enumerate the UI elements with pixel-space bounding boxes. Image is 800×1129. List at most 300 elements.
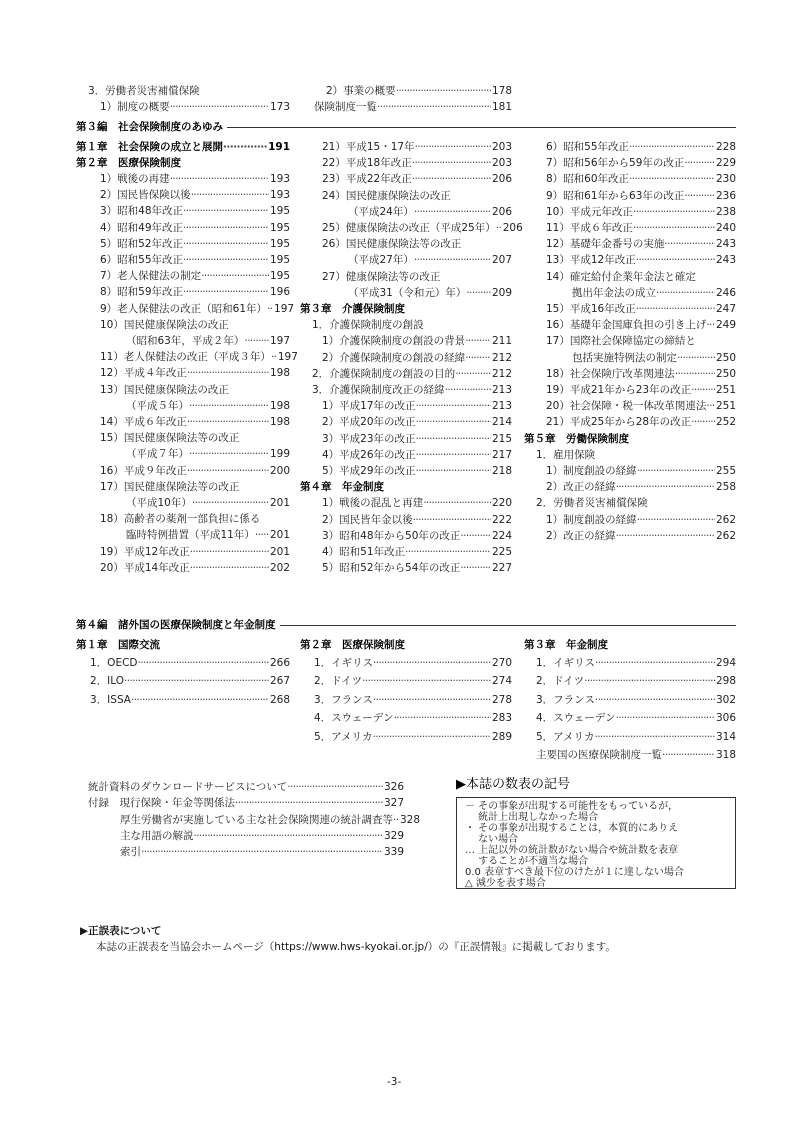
toc-entry[interactable] xyxy=(322,513,512,527)
toc-entry[interactable] xyxy=(126,399,290,413)
toc-entry[interactable] xyxy=(546,399,736,413)
toc-entry[interactable] xyxy=(314,674,512,688)
toc-entry-label: 5．アメリカ xyxy=(314,730,373,743)
toc-entry-label: 26）国民健康保険法等の改正 xyxy=(322,238,462,251)
toc-entry[interactable] xyxy=(100,285,290,299)
toc-entry[interactable] xyxy=(322,156,512,170)
toc-entry-page: 195 xyxy=(269,254,290,266)
dot-leader xyxy=(187,464,269,478)
dot-leader xyxy=(423,496,491,510)
toc-entry[interactable] xyxy=(536,748,736,762)
toc-entry-label: 2）国民皆保険以後 xyxy=(100,189,191,202)
toc-entry[interactable] xyxy=(100,100,290,114)
toc-entry[interactable] xyxy=(322,221,523,235)
dot-leader xyxy=(633,221,715,235)
toc-entry[interactable] xyxy=(100,415,290,429)
toc-entry[interactable] xyxy=(126,528,290,542)
toc-entry-page: 236 xyxy=(715,189,736,202)
dot-leader xyxy=(416,399,491,413)
toc-entry[interactable] xyxy=(546,367,736,381)
toc-entry-label: 11）平成６年改正 xyxy=(546,222,633,234)
dot-leader xyxy=(629,172,715,186)
toc-entry-label: 5）昭和52年から54年の改正 xyxy=(322,562,461,575)
toc-entry-page: 212 xyxy=(491,367,512,380)
toc-entry[interactable] xyxy=(546,302,736,316)
dot-leader xyxy=(412,156,491,170)
toc-entry[interactable] xyxy=(546,253,736,267)
toc-entry[interactable] xyxy=(536,674,736,688)
toc-entry-label: 4．スウェーデン xyxy=(314,712,394,725)
toc-entry[interactable] xyxy=(546,172,736,186)
toc-entry[interactable] xyxy=(326,84,512,98)
toc-entry-label: 15）国民健康保険法等の改正 xyxy=(100,432,240,445)
toc-entry-page: 213 xyxy=(491,400,512,413)
toc-entry[interactable] xyxy=(120,829,404,843)
toc-entry-label: 2）改正の経緯 xyxy=(546,529,616,542)
toc-entry[interactable] xyxy=(546,383,736,397)
dot-leader xyxy=(675,367,715,381)
toc-entry-page: 198 xyxy=(269,367,290,380)
toc-entry[interactable] xyxy=(546,221,736,235)
toc-entry-label: 1）戦後の再建 xyxy=(100,173,170,185)
toc-entry-page: 214 xyxy=(491,416,512,429)
toc-entry[interactable] xyxy=(322,561,512,575)
legend-row: 統計上出現しなかった場合 xyxy=(465,812,599,823)
toc-entry-label: 1．雇用保険 xyxy=(536,448,596,461)
toc-entry-label: 9）昭和61年から63年の改正 xyxy=(546,189,685,202)
dot-leader xyxy=(684,156,715,170)
toc-entry-page: 217 xyxy=(491,448,512,461)
toc-entry-label: 18）高齢者の薬剤一部負担に係る xyxy=(100,513,261,526)
heading-rule xyxy=(227,127,736,128)
toc-entry-page: 191 xyxy=(268,141,290,153)
toc-entry-page: 268 xyxy=(269,693,290,706)
toc-entry[interactable] xyxy=(322,464,512,478)
dot-leader xyxy=(189,399,269,413)
toc-entry-label: 21）平成15・17年 xyxy=(322,141,415,153)
dot-leader xyxy=(616,711,715,725)
toc-entry[interactable] xyxy=(100,512,290,526)
toc-entry[interactable] xyxy=(100,366,290,380)
toc-entry[interactable] xyxy=(120,813,421,827)
toc-entry-label: 20）平成14年改正 xyxy=(100,561,190,574)
toc-entry[interactable] xyxy=(100,383,290,397)
part-title: 第４編 諸外国の医療保険制度と年金制度 xyxy=(76,619,276,631)
toc-entry-page: 283 xyxy=(491,712,512,725)
dot-leader xyxy=(677,351,715,365)
toc-entry-label: 22）平成18年改正 xyxy=(322,157,412,170)
toc-entry[interactable] xyxy=(546,270,736,284)
dot-leader xyxy=(415,140,491,154)
dot-leader xyxy=(183,204,269,218)
toc-entry-label: 16）平成９年改正 xyxy=(100,464,187,477)
toc-entry-page: 274 xyxy=(491,675,512,688)
toc-entry[interactable] xyxy=(322,351,512,365)
toc-entry[interactable] xyxy=(90,693,290,707)
dot-leader xyxy=(636,302,715,316)
toc-entry[interactable] xyxy=(100,221,290,235)
dot-leader xyxy=(416,448,491,462)
toc-entry[interactable] xyxy=(314,693,512,707)
toc-entry-page: 329 xyxy=(383,829,404,842)
dot-leader xyxy=(183,237,269,251)
toc-entry-label: 1）戦後の混乱と再建 xyxy=(322,497,424,510)
dot-leader xyxy=(629,140,715,154)
toc-entry-label: 10）平成元年改正 xyxy=(546,205,633,218)
dot-leader xyxy=(373,656,491,670)
toc-entry-label: 3）昭和48年改正 xyxy=(100,205,184,218)
dot-leader xyxy=(255,528,269,542)
toc-entry[interactable] xyxy=(348,205,512,219)
toc-entry-label: 19）平成12年改正 xyxy=(100,545,190,558)
dot-leader xyxy=(584,674,715,688)
toc-entry-label: 1）介護保険制度の創設の背景 xyxy=(322,335,466,348)
toc-entry[interactable] xyxy=(100,464,290,478)
toc-entry[interactable] xyxy=(120,845,404,859)
toc-entry-page: 212 xyxy=(491,351,512,364)
dot-leader xyxy=(465,351,491,365)
toc-entry-label: 主な用語の解説 xyxy=(120,829,194,842)
toc-entry-page: 249 xyxy=(715,319,736,332)
dot-leader xyxy=(405,545,491,559)
toc-entry[interactable] xyxy=(76,140,290,154)
toc-entry[interactable] xyxy=(100,188,290,202)
toc-entry-page: 203 xyxy=(491,157,512,170)
toc-entry[interactable] xyxy=(322,448,512,462)
toc-entry[interactable] xyxy=(314,656,512,670)
toc-entry-page: 222 xyxy=(491,513,512,526)
toc-entry-label: 11）老人保健法の改正（平成３年） xyxy=(100,351,271,364)
toc-entry-page: 218 xyxy=(491,465,512,477)
toc-entry[interactable] xyxy=(536,656,736,670)
toc-entry-label: 2．ILO xyxy=(90,675,125,688)
toc-entry-page: 230 xyxy=(715,173,736,186)
toc-entry-page: 267 xyxy=(269,675,290,688)
dot-leader xyxy=(287,780,383,794)
toc-entry[interactable] xyxy=(546,237,736,251)
dot-leader xyxy=(190,561,269,575)
toc-entry[interactable] xyxy=(322,172,512,186)
toc-entry[interactable] xyxy=(322,189,512,203)
toc-entry[interactable] xyxy=(546,480,736,494)
toc-entry[interactable] xyxy=(536,693,736,707)
toc-entry-page: 207 xyxy=(491,254,512,267)
toc-entry-label: 5．アメリカ xyxy=(536,730,595,743)
toc-entry-page: 199 xyxy=(269,448,290,461)
dot-leader xyxy=(244,334,269,348)
toc-entry-page: 250 xyxy=(715,367,736,380)
toc-entry[interactable] xyxy=(322,496,512,510)
toc-entry[interactable] xyxy=(100,431,290,445)
toc-entry-label: 3．フランス xyxy=(314,693,373,706)
dot-leader xyxy=(465,334,491,348)
toc-entry-page: 178 xyxy=(491,85,512,97)
toc-entry-page: 198 xyxy=(269,399,290,412)
toc-entry[interactable] xyxy=(322,399,512,413)
dot-leader xyxy=(656,286,715,300)
legend-row: △ 減少を表す場合 xyxy=(465,878,546,889)
toc-entry[interactable] xyxy=(348,253,512,267)
toc-entry-page: 243 xyxy=(715,238,736,251)
toc-entry-page: 197 xyxy=(277,351,298,364)
toc-entry[interactable] xyxy=(536,496,736,510)
toc-entry[interactable] xyxy=(100,561,290,575)
toc-entry-page: 298 xyxy=(715,675,736,688)
toc-entry-label: （平成７年） xyxy=(126,448,189,461)
toc-entry-label: 19）平成21年から23年の改正 xyxy=(546,384,692,396)
toc-entry-label: 保険制度一覧 xyxy=(314,101,377,113)
toc-entry-label: 17）国際社会保障協定の締結と xyxy=(546,335,696,348)
toc-entry-label: 4）昭和51年改正 xyxy=(322,546,406,558)
dot-leader xyxy=(187,366,269,380)
dot-leader xyxy=(235,796,383,810)
toc-entry[interactable] xyxy=(100,480,290,494)
toc-entry-label: 18）社会保険庁改革関連法 xyxy=(546,367,675,380)
dot-leader xyxy=(194,829,383,843)
toc-entry-page: 262 xyxy=(715,513,736,526)
toc-entry-page: 181 xyxy=(491,101,512,113)
toc-entry[interactable] xyxy=(88,796,404,810)
toc-entry[interactable] xyxy=(312,318,512,332)
toc-entry-label: 10）国民健康保険法の改正 xyxy=(100,318,229,331)
toc-entry-label: 3．フランス xyxy=(536,693,595,706)
part-heading xyxy=(76,120,736,134)
toc-entry-label: 24）国民健康保険法の改正 xyxy=(322,189,451,202)
toc-entry[interactable] xyxy=(322,334,512,348)
toc-entry[interactable] xyxy=(536,730,736,744)
toc-entry-label: 2．介護保険制度の創設の目的 xyxy=(312,367,456,380)
toc-entry[interactable] xyxy=(100,350,298,364)
dot-leader xyxy=(373,693,491,707)
toc-entry-label: 拠出年金法の成立 xyxy=(572,286,656,299)
toc-entry[interactable] xyxy=(546,140,736,154)
toc-entry-label: 4）昭和49年改正 xyxy=(100,221,184,234)
dot-leader xyxy=(460,529,491,543)
toc-entry-label: 5）昭和52年改正 xyxy=(100,237,184,250)
toc-entry-page: 195 xyxy=(269,221,290,234)
dot-leader xyxy=(377,100,491,114)
toc-entry-page: 227 xyxy=(491,562,512,575)
dot-leader xyxy=(124,674,269,688)
toc-entry[interactable] xyxy=(322,140,512,154)
dot-leader xyxy=(664,237,715,251)
toc-entry[interactable] xyxy=(322,529,512,543)
toc-entry-page: 206 xyxy=(502,222,523,234)
errata-title: ▶正誤表について xyxy=(80,925,162,937)
dot-leader xyxy=(460,561,491,575)
toc-entry-page: 247 xyxy=(715,303,736,315)
toc-entry-label: 12）平成４年改正 xyxy=(100,367,187,380)
toc-entry[interactable] xyxy=(312,383,512,397)
toc-entry-label: 索引 xyxy=(120,846,141,859)
toc-entry-label: 統計資料のダウンロードサービスについて xyxy=(88,781,288,793)
toc-entry-page: 302 xyxy=(715,693,736,706)
toc-entry-page: 339 xyxy=(383,846,404,859)
toc-entry-page: 202 xyxy=(269,561,290,574)
dot-leader xyxy=(190,545,269,559)
toc-entry-label: 4．スウェーデン xyxy=(536,712,616,725)
toc-entry-page: 224 xyxy=(491,529,512,542)
toc-entry[interactable] xyxy=(536,448,736,462)
toc-entry-page: 326 xyxy=(383,781,404,793)
toc-entry-page: 213 xyxy=(491,384,512,396)
toc-entry-label: 6）昭和55年改正 xyxy=(100,254,184,266)
toc-entry-page: 193 xyxy=(269,173,290,185)
toc-entry-label: 23）平成22年改正 xyxy=(322,173,412,186)
toc-entry-label: 2）介護保険制度の創設の経緯 xyxy=(322,351,466,364)
toc-entry[interactable] xyxy=(322,415,512,429)
toc-entry-page: 327 xyxy=(383,797,404,810)
toc-entry-page: 197 xyxy=(269,335,290,347)
toc-entry[interactable] xyxy=(314,711,512,725)
toc-entry[interactable] xyxy=(100,253,290,267)
toc-entry-label: 9）老人保健法の改正（昭和61年） xyxy=(100,302,268,315)
toc-entry-label: 7）昭和56年から59年の改正 xyxy=(546,157,685,170)
toc-entry-label: 包括実施特例法の制定 xyxy=(572,351,677,364)
toc-entry-page: 328 xyxy=(400,813,421,826)
toc-entry-page: 255 xyxy=(715,465,736,477)
toc-entry[interactable] xyxy=(100,172,290,186)
dot-leader xyxy=(706,318,715,332)
toc-entry[interactable] xyxy=(90,674,290,688)
dot-leader xyxy=(170,100,269,114)
toc-entry-page: 195 xyxy=(269,205,290,218)
toc-entry-page: 289 xyxy=(491,730,512,743)
toc-entry[interactable] xyxy=(322,270,512,284)
toc-entry[interactable] xyxy=(546,464,736,478)
toc-entry[interactable] xyxy=(100,545,290,559)
toc-entry-label: 1）平成17年の改正 xyxy=(322,400,416,413)
toc-entry-page: 195 xyxy=(269,270,290,283)
toc-entry[interactable] xyxy=(100,269,290,283)
toc-entry-label: 2．ドイツ xyxy=(536,675,585,688)
toc-entry-label: 14）平成６年改正 xyxy=(100,416,187,428)
toc-entry[interactable] xyxy=(546,415,736,429)
toc-entry-label: 付録 現行保険・年金等関係法 xyxy=(88,797,235,810)
section-heading-workers-comp: 3．労働者災害補償保険 xyxy=(88,85,200,97)
dot-leader xyxy=(637,513,715,527)
dot-leader xyxy=(396,84,491,98)
toc-entry-page: 201 xyxy=(269,545,290,558)
chapter-title: 第３章 年金制度 xyxy=(524,639,608,651)
toc-entry[interactable] xyxy=(100,237,290,251)
dot-leader xyxy=(691,415,715,429)
toc-entry[interactable] xyxy=(546,529,736,543)
toc-entry-label: （平成27年） xyxy=(348,254,414,267)
legend-row: ない場合 xyxy=(465,834,519,845)
toc-entry-label: 13）平成12年改正 xyxy=(546,254,636,267)
toc-entry[interactable] xyxy=(546,156,736,170)
toc-entry-label: 1．OECD xyxy=(90,657,138,669)
toc-entry-label: 14）確定給付企業年金法と確定 xyxy=(546,270,696,283)
chapter-title: 第１章 国際交流 xyxy=(76,639,160,651)
dot-leader xyxy=(131,693,269,707)
toc-entry-label: 4）平成26年の改正 xyxy=(322,448,416,461)
toc-entry[interactable] xyxy=(546,189,736,203)
toc-entry-page: 193 xyxy=(269,189,290,202)
toc-entry[interactable] xyxy=(348,286,512,300)
toc-entry-label: 3．ISSA xyxy=(90,693,131,706)
toc-entry-page: 240 xyxy=(715,222,736,234)
toc-entry-page: 173 xyxy=(269,101,290,113)
toc-entry[interactable] xyxy=(572,286,736,300)
toc-entry-label: 13）国民健康保険法の改正 xyxy=(100,383,229,396)
dot-leader xyxy=(183,285,269,299)
toc-entry-label: 2．ドイツ xyxy=(314,675,363,688)
dot-leader xyxy=(416,432,491,446)
toc-entry[interactable] xyxy=(546,205,736,219)
toc-entry[interactable] xyxy=(322,545,512,559)
toc-entry-label: 第１章 社会保険の成立と展開 xyxy=(76,141,223,153)
toc-entry[interactable] xyxy=(322,237,512,251)
toc-entry-label: 25）健康保険法の改正（平成25年） xyxy=(322,222,496,234)
toc-entry-page: 215 xyxy=(491,432,512,445)
toc-entry-page: 318 xyxy=(715,749,736,761)
legend-row: … 上記以外の統計数がない場合や統計数を表章 xyxy=(465,845,679,856)
dot-leader xyxy=(706,399,715,413)
toc-entry[interactable] xyxy=(126,447,290,461)
toc-entry[interactable] xyxy=(546,318,736,332)
dot-leader xyxy=(594,730,715,744)
toc-entry[interactable] xyxy=(88,780,404,794)
toc-entry-label: 17）国民健康保険法等の改正 xyxy=(100,480,240,493)
toc-entry[interactable] xyxy=(322,432,512,446)
toc-entry-page: 246 xyxy=(715,286,736,299)
toc-entry[interactable] xyxy=(312,367,512,381)
toc-entry-label: 21）平成25年から28年の改正 xyxy=(546,416,692,429)
dot-leader xyxy=(445,383,491,397)
toc-entry[interactable] xyxy=(126,334,290,348)
dot-leader xyxy=(455,367,491,381)
toc-entry-label: 20）社会保障・税一体改革関連法 xyxy=(546,400,707,413)
dot-leader xyxy=(684,189,715,203)
toc-entry-page: 251 xyxy=(715,384,736,396)
dot-leader xyxy=(138,656,269,670)
toc-entry-label: 厚生労働省が実施している主な社会保険関連の統計調査等 xyxy=(120,813,393,826)
toc-entry[interactable] xyxy=(100,318,290,332)
toc-entry-label: 1）制度創設の経緯 xyxy=(546,465,637,477)
toc-entry-page: 211 xyxy=(491,335,512,348)
toc-entry[interactable] xyxy=(572,351,736,365)
toc-entry-label: 2）国民皆年金以後 xyxy=(322,513,413,526)
toc-entry-label: 15）平成16年改正 xyxy=(546,303,636,315)
toc-entry-page: 243 xyxy=(715,254,736,267)
toc-entry-label: 1）制度の概要 xyxy=(100,101,170,113)
toc-entry-label: 2）改正の経緯 xyxy=(546,481,616,494)
toc-entry-page: 252 xyxy=(715,416,736,429)
toc-entry[interactable] xyxy=(546,334,736,348)
toc-entry[interactable] xyxy=(126,496,290,510)
toc-entry-page: 195 xyxy=(269,237,290,250)
toc-entry[interactable] xyxy=(314,730,512,744)
toc-entry[interactable] xyxy=(536,711,736,725)
dot-leader xyxy=(616,529,715,543)
toc-entry[interactable] xyxy=(100,204,290,218)
heading-rule xyxy=(280,625,737,626)
toc-entry[interactable] xyxy=(90,656,290,670)
toc-entry-label: 2．労働者災害補償保険 xyxy=(536,497,648,510)
dot-leader xyxy=(416,415,491,429)
toc-entry[interactable] xyxy=(546,513,736,527)
part-heading xyxy=(76,618,736,632)
toc-entry-page: 220 xyxy=(491,497,512,510)
dot-leader xyxy=(170,172,269,186)
toc-entry-page: 225 xyxy=(491,546,512,558)
toc-entry[interactable] xyxy=(100,302,295,316)
dot-leader xyxy=(412,172,491,186)
toc-entry-label: 16）基礎年金国庫負担の引き上げ xyxy=(546,319,707,332)
toc-entry[interactable] xyxy=(314,100,512,114)
